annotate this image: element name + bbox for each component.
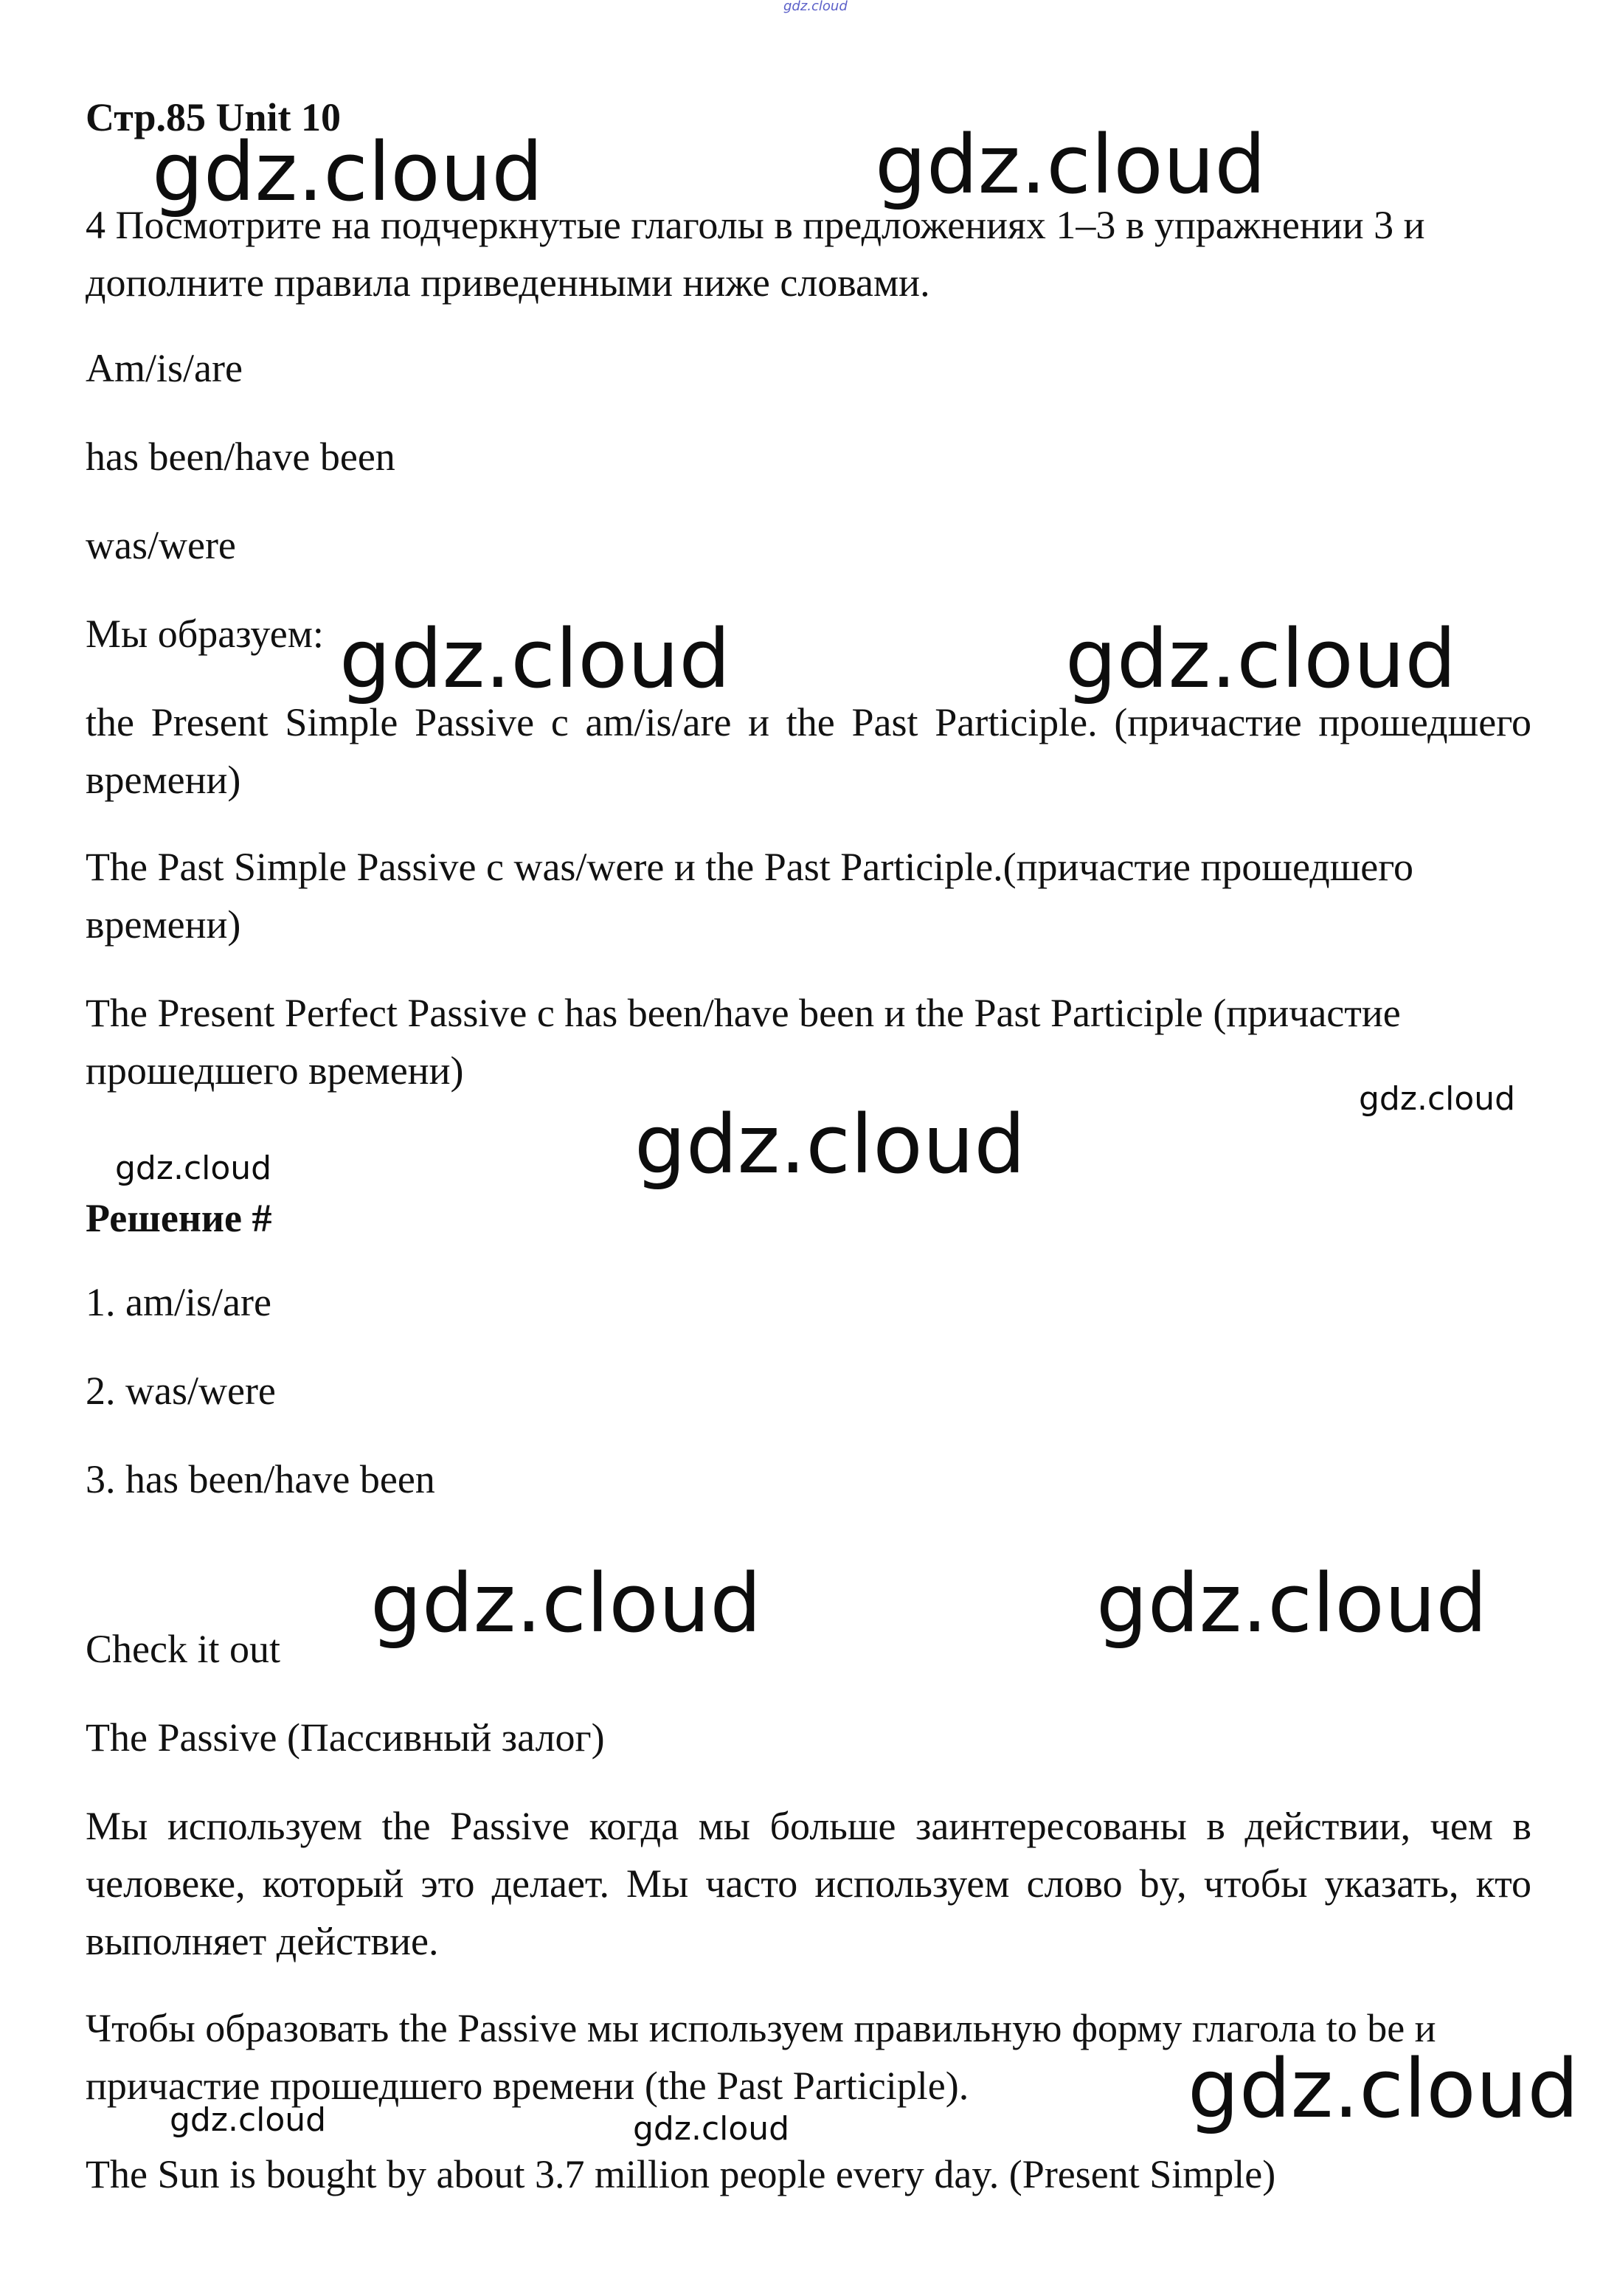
watermark: gdz.cloud	[339, 612, 731, 706]
watermark: gdz.cloud	[633, 2110, 790, 2148]
word-option: was/were	[86, 523, 236, 567]
watermark: gdz.cloud	[1096, 1556, 1488, 1650]
watermark: gdz.cloud	[1359, 1080, 1516, 1118]
watermark: gdz.cloud	[115, 1149, 272, 1187]
solution-heading: Решение #	[86, 1196, 272, 1240]
word-option: Am/is/are	[86, 346, 243, 390]
check-it-out-heading: Check it out	[86, 1627, 280, 1671]
watermark: gdz.cloud	[370, 1556, 762, 1650]
watermark: gdz.cloud	[1065, 612, 1457, 706]
rule-item: The Past Simple Passive с was/were и the Past Participle.(причастие прошедшего времени)	[86, 845, 1414, 947]
watermark-tiny: gdz.cloud	[783, 0, 848, 14]
example-sentence: The Sun is bought by about 3.7 million people every day. (Present Simple)	[86, 2152, 1276, 2196]
watermark: gdz.cloud	[875, 117, 1267, 212]
page-title: Стр.85 Unit 10	[86, 95, 342, 139]
watermark: gdz.cloud	[170, 2101, 327, 2139]
check-it-out-paragraph: Чтобы образовать the Passive мы используем правильную форму глагола to be и причастие прошедшего времени (the Past Participle).	[86, 2006, 1436, 2108]
watermark: gdz.cloud	[1188, 2041, 1579, 2136]
word-option: has been/have been	[86, 435, 395, 479]
watermark: gdz.cloud	[634, 1097, 1026, 1192]
watermark: gdz.cloud	[152, 125, 544, 219]
rule-item: The Present Perfect Passive с has been/have been и the Past Participle (причастие прошедшего времени)	[86, 991, 1401, 1093]
rule-item: the Present Simple Passive с am/is/are и the Past Participle. (причастие прошедшего времени)	[86, 700, 1531, 802]
task-instruction: 4 Посмотрите на подчеркнутые глаголы в предложениях 1–3 в упражнении 3 и дополните правила приведенными ниже словами.	[86, 203, 1425, 305]
answer-item: 2. was/were	[86, 1369, 276, 1413]
check-it-out-subheading: The Passive (Пассивный залог)	[86, 1715, 605, 1760]
check-it-out-paragraph: Мы используем the Passive когда мы больше заинтересованы в действии, чем в человеке, который это делает. Мы часто используем слово by, чтобы указать, кто выполняет действие.	[86, 1804, 1531, 1963]
answer-item: 3. has been/have been	[86, 1457, 435, 1501]
answer-item: 1. am/is/are	[86, 1280, 271, 1324]
rules-intro: Мы образуем:	[86, 612, 324, 656]
